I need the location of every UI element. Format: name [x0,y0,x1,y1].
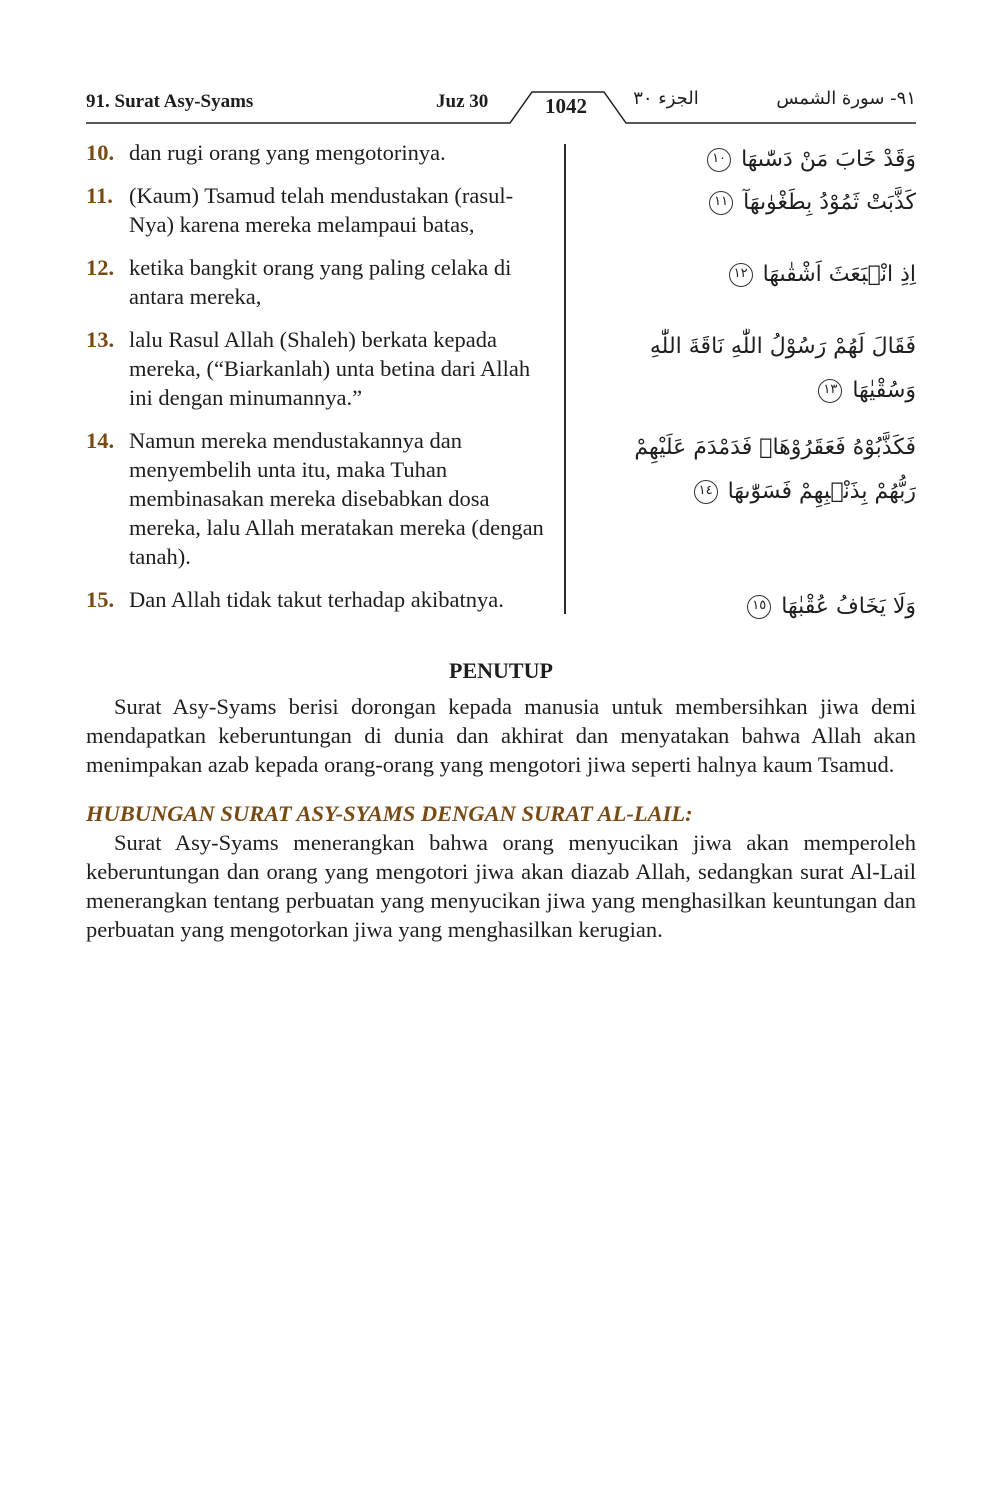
verse-arabic [586,325,916,413]
verse-arabic [586,138,916,182]
verse-number: 11. [86,183,113,208]
verse-11 [86,181,916,239]
ayah-number-icon: ١٥ [747,595,771,619]
verse-arabic [586,585,916,629]
verse-translation: lalu Rasul Allah (Shaleh) berkata kepada mereka, (“Biarkanlah) unta betina dari Allah ini dengan minumannya.” [129,327,531,410]
ayah-number-icon: ١١ [709,191,733,215]
verse-arabic [586,181,916,225]
verse-12 [86,253,916,311]
verse-number: 15. [86,587,115,612]
verse-translation: (Kaum) Tsamud telah mendustakan (rasul-Nya) karena mereka melampaui batas, [129,183,514,237]
verse-number: 12. [86,255,115,280]
arabic-text: فَقَالَ لَهُمْ رَسُوْلُ اللّٰهِ نَاقَةَ اللّٰهِ وَسُقْيٰهَا [649,334,916,403]
relation-paragraph: Surat Asy-Syams menerangkan bahwa orang menyucikan jiwa akan memperoleh keberuntungan dan orang yang mengotori jiwa akan diazab Allah, sedangkan surat Al-Lail menerangkan tentang perbuatan yang menyucikan jiwa yang menghasilkan keuntungan dan perbuatan yang mengotorkan jiwa yang menghasilkan kerugian. [86,830,916,942]
verse-10 [86,138,916,172]
ayah-number-icon: ١٣ [818,379,842,403]
verse-number: 13. [86,327,115,352]
surah-arabic: ٩١- سورة الشمس [776,88,916,109]
arabic-text: وَقَدْ خَابَ مَنْ دَسّٰىهَا [741,147,916,172]
page-number: 1042 [545,94,587,118]
verse-translation: Namun mereka mendustakannya dan menyembelih unta itu, maka Tuhan membinasakan mereka disebabkan dosa mereka, lalu Allah meratakan mereka (dengan tanah). [129,428,544,569]
page-header [86,86,916,126]
ayah-number-icon: ١٠ [707,148,731,172]
verse-translation: ketika bangkit orang yang paling celaka di antara mereka, [129,255,512,309]
verse-list [86,138,916,628]
ayah-number-icon: ١٤ [694,480,718,504]
verse-15 [86,585,916,619]
closing-paragraph: Surat Asy-Syams berisi dorongan kepada manusia untuk membersihkan jiwa demi mendapatkan keberuntungan di dunia dan akhirat dan menyatakan bahwa Allah akan menimpakan azab kepada orang-orang yang mengotori jiwa seperti halnya kaum Tsamud. [86,694,916,777]
arabic-text: وَلَا يَخَافُ عُقْبٰهَا [781,594,916,619]
verse-number: 14. [86,428,115,453]
ayah-number-icon: ١٢ [729,263,753,287]
verse-translation: dan rugi orang yang mengotorinya. [129,140,446,165]
arabic-text: اِذِ انْۢبَعَثَ اَشْقٰىهَا [762,262,916,287]
arabic-text: كَذَّبَتْ ثَمُوْدُ بِطَغْوٰىهَآ [743,190,916,215]
relation-heading: HUBUNGAN SURAT ASY-SYAMS DENGAN SURAT AL-LAIL: [86,801,693,826]
verse-arabic [586,426,916,514]
verse-translation: Dan Allah tidak takut terhadap akibatnya. [129,587,504,612]
verse-arabic [586,253,916,297]
arabic-text: فَكَذَّبُوْهُ فَعَقَرُوْهَاۖ فَدَمْدَمَ عَلَيْهِمْ رَبُّهُمْ بِذَنْۢبِهِمْ فَسَوّٰىهَا [634,435,916,504]
surah-title: 91. Surat Asy-Syams [86,91,254,112]
closing-title: PENUTUP [449,658,553,683]
verse-14 [86,426,916,571]
juz-arabic: الجزء ٣٠ [633,88,699,109]
closing-section [86,656,916,944]
verse-13 [86,325,916,412]
verse-number: 10. [86,140,115,165]
juz-label: Juz 30 [436,91,489,112]
